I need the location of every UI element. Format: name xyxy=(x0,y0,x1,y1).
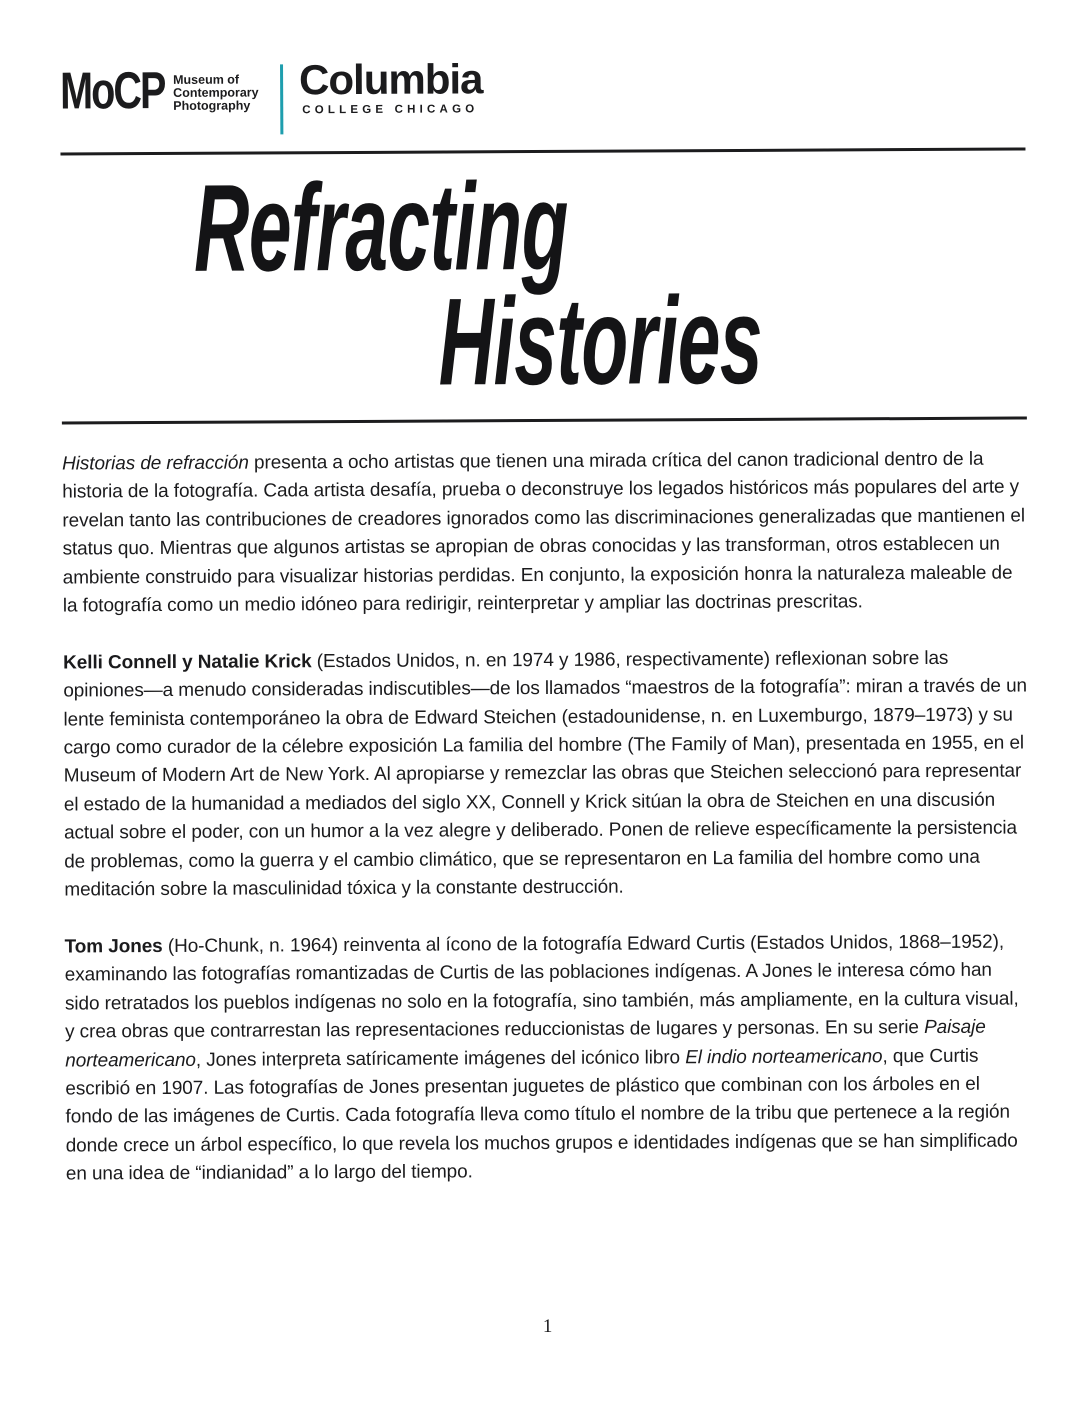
text-run: , Jones interpreta satíricamente imágenes del icónico libro xyxy=(195,1046,686,1071)
paragraph-connell-krick xyxy=(63,644,1030,905)
mocp-logo: MoCP xyxy=(60,61,165,121)
divider-rule-top xyxy=(60,147,1025,155)
body-text xyxy=(62,445,1032,1217)
columbia-logo: Columbia xyxy=(298,55,483,104)
logo-divider xyxy=(280,64,283,134)
mocp-tagline-line: Museum of xyxy=(173,72,240,87)
divider-rule-bottom xyxy=(62,416,1027,424)
columbia-logo-subtitle: COLLEGE CHICAGO xyxy=(302,103,479,117)
title-line-2: Histories xyxy=(438,271,763,412)
text-run: Tom Jones xyxy=(64,935,163,958)
paragraph-intro xyxy=(62,445,1029,620)
text-run: , que Curtis escribió en 1907. Las fotografías de Jones presentan juguetes de plástico que combinan con los árboles en el fondo de las imágenes de Curtis. Cada fotografía lleva como título el nombre de la tribu que pertenece a la región donde crece un árbol específico, lo que revela los muchos grupos e identidades indígenas que se han simplificado en una idea de “indianidad” a lo largo del tiempo. xyxy=(65,1045,1018,1185)
title-line-1: Refracting xyxy=(193,157,569,298)
text-run: Historias de refracción xyxy=(62,452,249,475)
paragraph-tom-jones xyxy=(65,928,1032,1189)
mocp-tagline-line: Photography xyxy=(173,98,251,113)
page-number: 1 xyxy=(542,1315,553,1338)
header xyxy=(60,55,1025,140)
text-run: El indio norteamericano xyxy=(685,1045,883,1068)
text-run: Kelli Connell y Natalie Krick xyxy=(63,651,312,674)
mocp-logo-tagline xyxy=(173,73,259,112)
text-run: (Estados Unidos, n. en 1974 y 1986, respectivamente) reflexionan sobre las opiniones—a menudo consideradas indiscutibles—de los llamados “maestros de la fotografía”: miran a través de un lente feminista contemporáneo la obra de Edward Steichen (estadounidense, n. en Luxemburgo, 1879–1973) y su cargo como curador de la célebre exposición La familia del hombre (The Family of Man), presentada en 1955, en el Museum of Modern Art de New York. Al apropiarse y remezclar las obras que Steichen seleccionó para representar el estado de la humanidad a mediados del siglo XX, Connell y Krick sitúan la obra de Steichen en una discusión actual sobre el poder, con un humor a la vez alegre y deliberado. Ponen de relieve específicamente la persistencia de problemas, como la guerra y el cambio climático, que se representaron en La familia del hombre como una meditación sobre la masculinidad tóxica y la constante destrucción. xyxy=(63,647,1028,901)
mocp-tagline-line: Contemporary xyxy=(173,85,259,100)
text-run: (Ho-Chunk, n. 1964) reinventa al ícono de la fotografía Edward Curtis (Estados Unidos, 1868–1952), examinando las fotografías romantizadas de Curtis de las poblaciones indígenas. A Jones le interesa cómo han sido retratados los pueblos indígenas no solo en la fotografía, sino también, más ampliamente, en la cultura visual, y crea obras que contrarrestan las representaciones reduccionistas de lugares y personas. En su serie xyxy=(64,931,1019,1043)
text-run: Paisaje norteamericano xyxy=(65,1016,986,1072)
text-run: presenta a ocho artistas que tienen una mirada crítica del canon tradicional dentro de la historia de la fotografía. Cada artista desafía, prueba o deconstruye los legados históricos más populares del arte y revelan tanto las contribuciones de creadores ignorados como las discriminaciones generalizadas que mantienen el status quo. Mientras que algunos artistas se apropian de obras conocidas y las transforman, otros establecen un ambiente construido para visualizar historias perdidas. En conjunto, la exposición honra la naturaleza maleable de la fotografía como un medio idóneo para redirigir, reinterpretar y ampliar las doctrinas prescritas. xyxy=(62,448,1026,617)
